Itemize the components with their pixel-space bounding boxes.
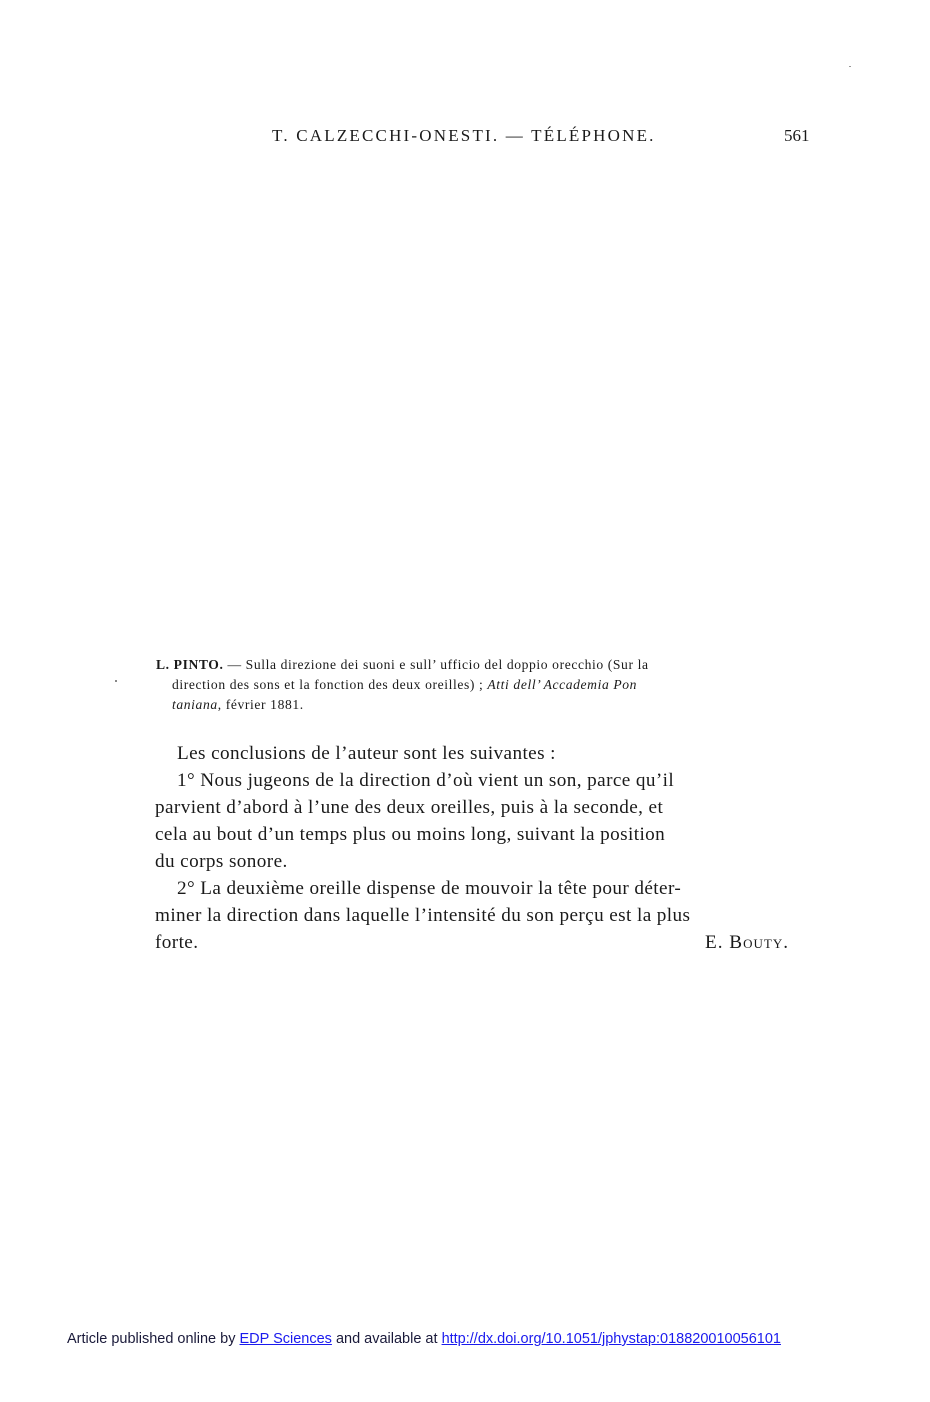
body-line: miner la direction dans laquelle l’intensité du son perçu est la plus xyxy=(155,905,691,926)
doi-link[interactable]: http://dx.doi.org/10.1051/jphystap:018820010056101 xyxy=(441,1331,781,1347)
running-title: T. CALZECCHI-ONESTI. — TÉLÉPHONE. xyxy=(272,126,656,145)
review-heading xyxy=(156,655,816,715)
footer-prefix: Article published online by xyxy=(67,1331,240,1347)
scan-speck xyxy=(115,680,117,682)
review-heading-line xyxy=(156,655,816,675)
body-line: Les conclusions de l’auteur sont les suivantes : xyxy=(177,743,556,764)
review-journal: Atti dell’ Accademia Pon xyxy=(487,677,638,692)
body-line: cela au bout d’un temps plus ou moins long, suivant la position xyxy=(155,824,666,845)
scan-speck xyxy=(849,66,851,67)
footer-middle: and available at xyxy=(331,1331,442,1347)
review-heading-line xyxy=(156,695,816,715)
body-line: du corps sonore. xyxy=(155,851,288,872)
body-line: parvient d’abord à l’une des deux oreilles, puis à la seconde, et xyxy=(155,797,664,818)
review-journal: taniana xyxy=(172,697,218,712)
reviewer-signature: E. Bouty. xyxy=(704,932,789,953)
review-title-part: direction des sons et la fonction des deux oreilles) ; xyxy=(172,677,488,692)
body-line-last xyxy=(155,929,815,956)
body-line: 1° Nous jugeons de la direction d’où vient un son, parce qu’il xyxy=(177,770,675,791)
body-line: 2° La deuxième oreille dispense de mouvoir la tête pour déter- xyxy=(177,878,682,899)
review-heading-line xyxy=(156,675,816,695)
body-line-end: forte. xyxy=(155,932,199,953)
running-head xyxy=(0,126,930,150)
publication-footer xyxy=(67,1331,781,1347)
review-body xyxy=(155,740,815,956)
review-author: L. PINTO. xyxy=(156,657,224,672)
review-date: , février 1881. xyxy=(217,697,304,712)
publisher-link[interactable]: EDP Sciences xyxy=(239,1331,332,1347)
review-title-part: — Sulla direzione dei suoni e sull’ ufficio del doppio orecchio (Sur la xyxy=(223,657,649,672)
page-number: 561 xyxy=(784,126,810,145)
